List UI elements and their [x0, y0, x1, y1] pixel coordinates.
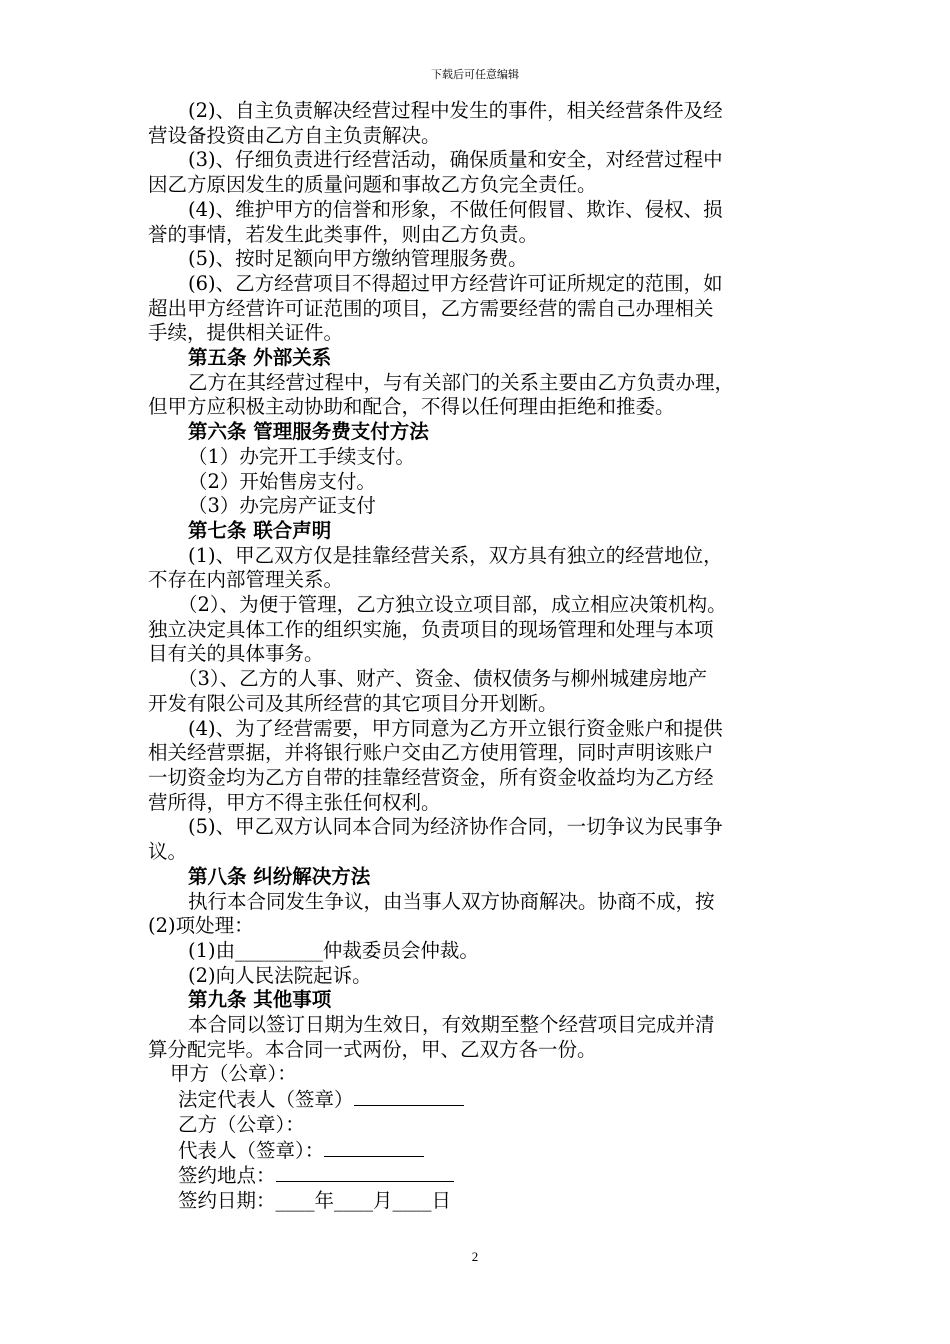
article-9-heading: 第九条 其他事项 [188, 988, 332, 1012]
clause-line: （2）、为便于管理，乙方独立设立项目部，成立相应决策机构。 [178, 593, 727, 617]
year-blank[interactable]: ____ [275, 1188, 315, 1212]
date-label: 签约日期： [178, 1188, 276, 1212]
page-header: 下载后可任意编辑 [431, 68, 519, 81]
clause-line: 一切资金均为乙方自带的挂靠经营资金，所有资金收益均为乙方经 [148, 765, 714, 789]
clause-line: (2)、自主负责解决经营过程中发生的事件，相关经营条件及经 [188, 99, 723, 122]
clause-line: (4)、为了经营需要，甲方同意为乙方开立银行资金账户和提供 [188, 716, 723, 740]
rep-label: 代表人（签章）： [178, 1138, 325, 1162]
clause-line: 手续，提供相关证件。 [148, 321, 344, 345]
party-b-seal-label: 乙方（公章）： [178, 1112, 305, 1136]
clause-line: 相关经营票据，并将银行账户交由乙方使用管理，同时声明该账户 [148, 741, 714, 765]
rep-signature-field[interactable] [324, 1138, 424, 1157]
date-line [148, 1189, 808, 1214]
party-a-seal-label: 甲方（公章）： [170, 1062, 297, 1086]
clause-line: 营所得，甲方不得主张任何权利。 [148, 790, 441, 814]
legal-rep-label: 法定代表人（签章） [178, 1088, 354, 1112]
clause-line: 执行本合同发生争议，由当事人双方协商解决。协商不成，按 [188, 889, 715, 913]
place-line [148, 1163, 808, 1189]
clause-line: 议。 [148, 840, 188, 864]
clause-line: 独立决定具体工作的组织实施，负责项目的现场管理和处理与本项 [148, 617, 714, 641]
month-label: 月 [373, 1188, 393, 1212]
clause-line: (5)、甲乙双方认同本合同为经济协作合同，一切争议为民事争 [188, 815, 723, 839]
rep-line [148, 1138, 808, 1164]
legal-rep-line [148, 1087, 808, 1113]
day-label: 日 [431, 1188, 452, 1212]
clause-line: (2)项处理： [148, 914, 254, 938]
clause-line: 誉的事情，若发生此类事件，则由乙方负责。 [148, 222, 539, 246]
clause-line: 目有关的具体事务。 [148, 642, 324, 666]
day-blank[interactable]: ____ [392, 1188, 432, 1212]
place-field[interactable] [276, 1163, 454, 1182]
arbitration-line [148, 939, 808, 964]
clause-line: （3）办完房产证支付 [188, 494, 376, 518]
arbitration-prefix: (1)由 [188, 938, 236, 962]
clause-line: （2）开始售房支付。 [188, 469, 376, 493]
clause-line: 营设备投资由乙方自主负责解决。 [148, 123, 441, 147]
clause-line: （3）、乙方的人事、财产、资金、债权债务与柳州城建房地产 [178, 667, 708, 691]
arbitration-suffix: 仲裁委员会仲裁。 [322, 938, 479, 962]
clause-line: (5)、按时足额向甲方缴纳管理服务费。 [188, 247, 528, 271]
clause-line: 本合同以签订日期为生效日，有效期至整个经营项目完成并清 [188, 1013, 715, 1037]
clause-line: (4)、维护甲方的信誉和形象，不做任何假冒、欺诈、侵权、损 [188, 197, 723, 221]
clause-line: 因乙方原因发生的质量问题和事故乙方负完全责任。 [148, 173, 597, 197]
clause-line: 超出甲方经营许可证范围的项目，乙方需要经营的需自己办理相关 [148, 296, 714, 320]
year-label: 年 [314, 1188, 335, 1212]
clause-line: 不存在内部管理关系。 [148, 568, 344, 592]
clause-line: （1）办完开工手续支付。 [188, 444, 415, 468]
article-5-heading: 第五条 外部关系 [188, 346, 332, 370]
article-6-heading: 第六条 管理服务费支付方法 [188, 420, 429, 444]
legal-rep-signature-field[interactable] [354, 1087, 464, 1106]
clause-line: 开发有限公司及其所经营的其它项目分开划断。 [148, 691, 558, 715]
article-7-heading: 第七条 联合声明 [188, 518, 332, 542]
place-label: 签约地点： [178, 1164, 276, 1188]
article-8-heading: 第八条 纠纷解决方法 [188, 864, 371, 888]
month-blank[interactable]: ____ [334, 1188, 374, 1212]
clause-line: (2)向人民法院起诉。 [188, 963, 372, 987]
clause-line: 但甲方应积极主动协助和配合，不得以任何理由拒绝和推委。 [148, 395, 675, 419]
page-number: 2 [471, 1249, 479, 1264]
clause-line: 乙方在其经营过程中，与有关部门的关系主要由乙方负责办理， [188, 370, 735, 394]
document-body [148, 99, 808, 1214]
clause-line: 算分配完毕。本合同一式两份，甲、乙双方各一份。 [148, 1037, 597, 1061]
arbitration-blank[interactable]: _________ [235, 938, 323, 962]
clause-line: (6)、乙方经营项目不得超过甲方经营许可证所规定的范围，如 [188, 271, 723, 295]
clause-line: (1)、甲乙双方仅是挂靠经营关系，双方具有独立的经营地位， [188, 543, 723, 567]
clause-line: (3)、仔细负责进行经营活动，确保质量和安全，对经营过程中 [188, 148, 723, 172]
